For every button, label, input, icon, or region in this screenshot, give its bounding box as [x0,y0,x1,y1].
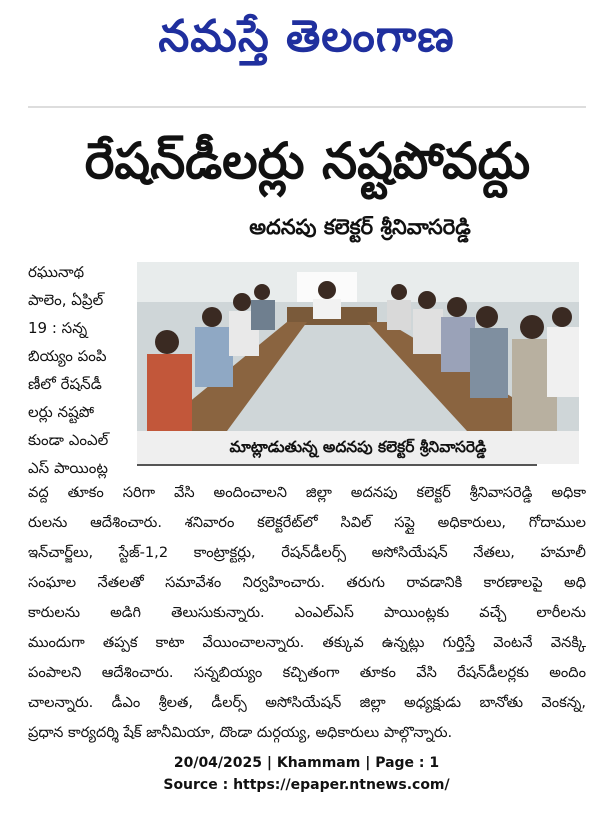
text-line: 19 : సన్న [28,319,88,337]
text-line: సంఘాల నేతలతో సమావేశం నిర్వహించారు. తరుగు రావడానికి కారణాలపై అధి [28,574,586,591]
masthead-title: నమస్తే తెలంగాణ [158,11,455,62]
subheadline-text: అదనపు కలెక్టర్ శ్రీనివాసరెడ్డి [249,215,471,239]
text-line: రులను ఆదేశించారు. శనివారం కలెక్టరేట్‌లో సివిల్ సప్లై అధికారులు, గోదాముల [28,514,586,531]
meeting-photo-illustration [137,262,579,431]
text-line: పాలెం, ఏప్రిల్ [28,291,104,309]
text-line: కుండా ఎంఎల్ [28,431,109,449]
caption-divider [137,464,537,466]
text-line: ప్రధాన కార్యదర్శి షేక్ జానీమియా, దొండా దుర్గయ్య, అధికారులు పాల్గొన్నారు. [28,724,453,741]
text-line: బియ్యం పంపి [28,347,107,365]
headline [20,120,595,202]
text-line: ముందుగా తప్పక కాటా వేయించాలన్నారు. తక్కువ ఉన్నట్లు గుర్తిస్తే వెంటనే వెనక్కి [28,634,586,651]
headline-text: రేషన్‌డీలర్లు నష్టపోవద్దు [84,132,531,190]
article-body [28,478,586,748]
text-line: కారులను అడిగి తెలుసుకున్నారు. ఎంఎల్‌ఎస్ పాయింట్లకు వచ్చే లారీలను [28,604,586,621]
text-line: లర్లు నష్టపో [28,403,94,421]
footer-date-line: 20/04/2025 | Khammam | Page : 1 [173,755,440,771]
masthead-divider [28,106,586,108]
footer [0,752,613,796]
meeting-photo [137,262,579,431]
text-line: చాలన్నారు. డీఎం శ్రీలత, డీలర్స్ అసోసియేషన్ జిల్లా అధ్యక్షుడు బానోతు వెంకన్న, [28,694,586,711]
text-line: వద్ద తూకం సరిగా వేసి అందించాలని జిల్లా అదనపు కలెక్టర్ శ్రీనివాసరెడ్డి అధికా [28,484,586,501]
text-line: పంపాలని ఆదేశించారు. సన్నబియ్యం కచ్చితంగా తూకం వేసి రేషన్‌డీలర్లకు అందిం [28,664,586,681]
text-line: ణీలో రేషన్‌డీ [28,375,102,393]
text-line: ఎస్ పాయింట్ల [28,459,108,477]
masthead [0,4,613,70]
text-line: ఇన్‌చార్జ్‌లు, స్టేజ్-1,2 కాంట్రాక్టర్లు, రేషన్‌డీలర్స్ అసోసియేషన్ నేతలు, హమాలీ [28,544,586,561]
photo-caption: మాట్లాడుతున్న అదనపు కలెక్టర్ శ్రీనివాసరెడ్డి [137,431,579,464]
article-left-column [28,258,132,482]
subheadline [150,210,570,244]
footer-source-line: Source : https://epaper.ntnews.com/ [163,777,450,793]
text-line: రఘునాథ [28,263,85,281]
